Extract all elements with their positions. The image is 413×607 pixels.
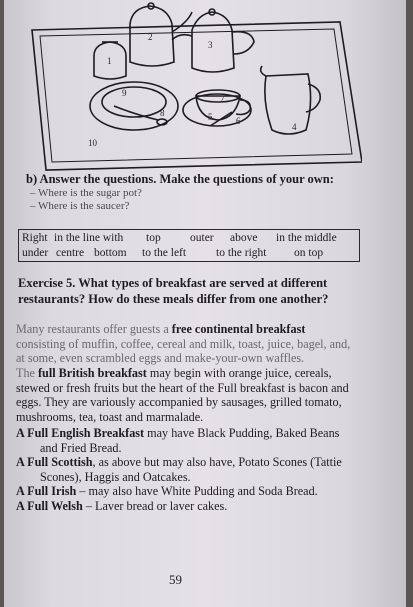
word: above (230, 232, 258, 244)
text-line: consisting of muffin, coffee, cereal and milk, toast, juice, bagel, and, (16, 336, 351, 351)
text-run: , as above but may also have, Potato Scones (Tattie (92, 455, 342, 469)
svg-text:10: 10 (88, 138, 97, 148)
exercise-title-line: Exercise 5. What types of breakfast are served at different (18, 276, 328, 290)
word: to the right (216, 247, 267, 259)
bold-term: A Full Scottish (16, 455, 93, 469)
bold-term: A Full Welsh (16, 498, 83, 513)
word: under (22, 247, 49, 259)
section-b-heading: b) Answer the questions. Make the questions of your own: (26, 172, 334, 186)
bold-term: A Full English Breakfast (16, 426, 145, 440)
list-item (16, 484, 366, 499)
paragraph-british (16, 366, 366, 424)
page-number: 59 (169, 572, 182, 587)
bold-term: full British breakfast (38, 366, 147, 380)
word: to the left (142, 247, 187, 259)
svg-text:9: 9 (122, 88, 127, 98)
svg-text:4: 4 (292, 122, 297, 132)
word: top (146, 232, 161, 244)
svg-text:2: 2 (148, 32, 153, 42)
text-run: – Laver bread or laver cakes. (82, 498, 228, 513)
word: on top (294, 247, 324, 259)
svg-text:6: 6 (236, 116, 241, 126)
list-item (16, 426, 366, 441)
paragraph-continental (16, 322, 366, 366)
text-line: at some, even scrambled eggs and make-your-own waffles. (16, 351, 305, 365)
bold-term: A Full Irish (16, 484, 77, 498)
word: in the line with (54, 232, 124, 244)
text-run: may begin with orange juice, cereals, (146, 366, 332, 380)
svg-text:8: 8 (160, 108, 165, 118)
list-item-cont: and Fried Bread. (40, 440, 122, 455)
word: outer (190, 232, 214, 244)
exercise-title-line: restaurants? How do these meals differ from one another? (18, 292, 329, 306)
svg-text:1: 1 (107, 56, 112, 66)
list-item-cont: Scones), Haggis and Oatcakes. (40, 469, 191, 484)
text-line: mushrooms, tea, toast and marmalade. (16, 409, 204, 424)
list-item (16, 499, 366, 514)
question-item: – Where is the saucer? (30, 200, 130, 212)
svg-text:7: 7 (220, 94, 225, 104)
text-run: – may also have White Pudding and Soda Bread. (76, 484, 318, 498)
word: centre (56, 247, 85, 259)
word: bottom (94, 247, 127, 259)
question-item: – Where is the sugar pot? (30, 187, 142, 199)
svg-text:5: 5 (208, 112, 213, 122)
breakfast-variants (16, 426, 366, 513)
word: Right (22, 232, 48, 244)
text-run: Many restaurants offer guests a (16, 322, 172, 336)
list-item (16, 455, 366, 470)
exercise-5-title (18, 275, 368, 307)
text-line: stewed or fresh fruits but the heart of the Full breakfast is bacon and (16, 380, 349, 395)
bold-term: free continental breakfast (171, 322, 306, 336)
text-run: may have Black Pudding, Baked Beans (144, 426, 340, 440)
word: in the middle (276, 232, 337, 244)
text-line: eggs. They are variously accompanied by sausages, grilled tomato, (16, 395, 342, 409)
book-page (4, 0, 406, 607)
svg-text:3: 3 (208, 40, 213, 50)
word-box (18, 229, 360, 262)
text-run: The (16, 366, 38, 380)
section-b (26, 172, 334, 213)
breakfast-tray-illustration (22, 2, 362, 174)
